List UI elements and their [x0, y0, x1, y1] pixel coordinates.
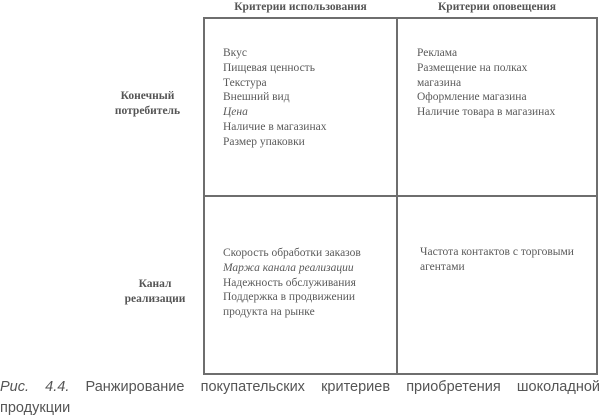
cell-channel-usage-list — [223, 246, 395, 320]
list-item: Наличие в магазинах — [223, 120, 327, 133]
row-label-sales-channel-line1: Канал — [138, 278, 172, 290]
list-item: Скорость обработки заказов — [223, 247, 361, 259]
figure-reference: Рис. 4.4. — [0, 379, 70, 395]
list-item: Вкус — [223, 47, 247, 59]
list-item: агентами — [420, 260, 465, 273]
row-label-end-consumer — [95, 89, 200, 118]
figure-caption — [0, 377, 600, 419]
cell-consumer-usage — [223, 46, 393, 150]
cell-channel-awareness — [420, 245, 595, 275]
row-label-sales-channel — [105, 277, 205, 306]
list-item: Текстура — [223, 76, 267, 89]
list-item: магазина — [417, 76, 462, 89]
column-header-awareness-criteria: Критерии оповещения — [437, 1, 557, 13]
column-header-usage-criteria: Критерии использования — [234, 1, 367, 13]
list-item: Размер упаковки — [223, 135, 305, 148]
row-label-sales-channel-line2: реализации — [124, 292, 186, 305]
cell-consumer-awareness — [417, 46, 592, 120]
matrix-horizontal-divider — [203, 195, 598, 197]
cell-consumer-usage-list — [223, 46, 393, 150]
list-item: Размещение на полках — [417, 61, 528, 74]
cell-channel-awareness-list — [420, 245, 595, 275]
list-item: Наличие товара в магазинах — [417, 106, 556, 119]
list-item: Внешний вид — [223, 91, 290, 104]
figure-caption-text: Ранжирование покупательских критериев приобретения шоколадной продукции — [0, 379, 600, 416]
list-item: Пищевая ценность — [223, 61, 315, 74]
list-item: Надежность обслуживания — [223, 276, 356, 289]
list-item: Оформление магазина — [417, 91, 527, 104]
list-item: Частота контактов с торговыми — [420, 246, 574, 258]
list-item: Реклама — [417, 47, 458, 59]
cell-channel-usage — [223, 246, 395, 320]
row-label-end-consumer-line1: Конечный — [120, 90, 175, 102]
list-item-emphasized: Цена — [223, 106, 248, 119]
list-item: Поддержка в продвижении — [223, 291, 356, 304]
list-item: продукта на рынке — [223, 306, 315, 319]
row-label-end-consumer-line2: потребитель — [114, 104, 181, 117]
cell-consumer-awareness-list — [417, 46, 592, 120]
list-item-emphasized: Маржа канала реализации — [223, 261, 354, 274]
